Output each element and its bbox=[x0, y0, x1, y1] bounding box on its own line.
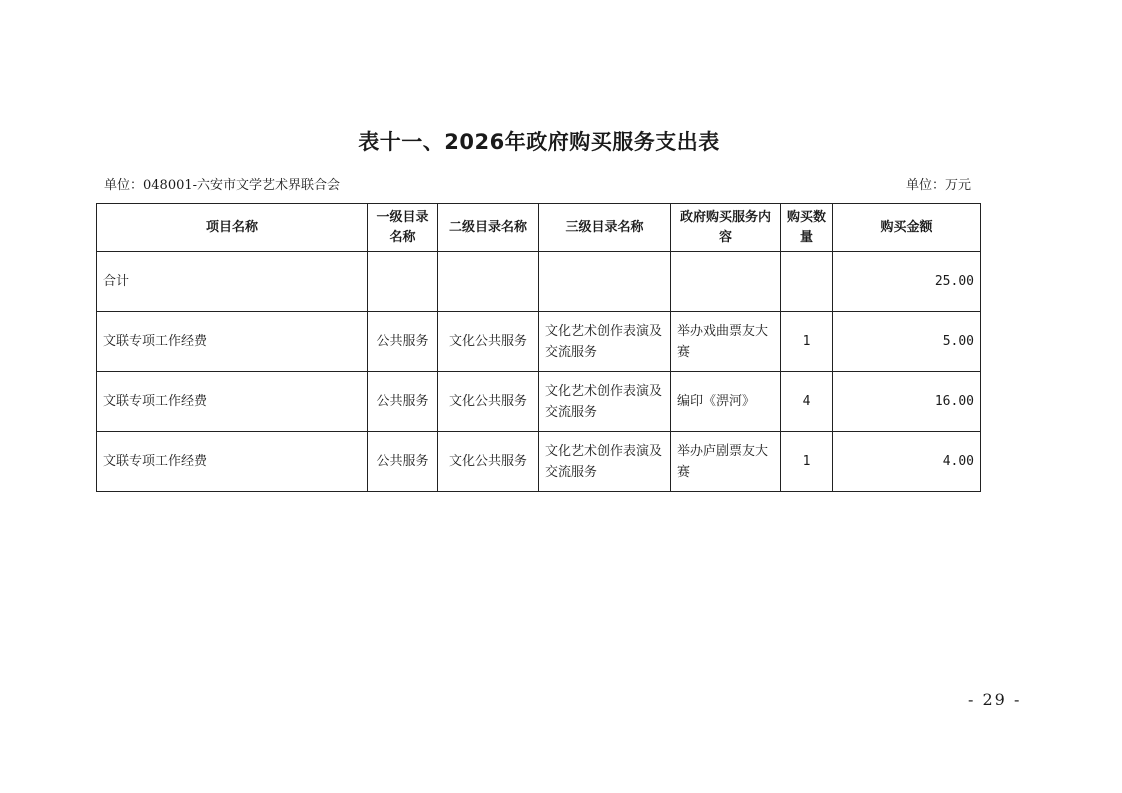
table-row bbox=[97, 432, 981, 492]
header-level1-name: 一级目录名称 bbox=[368, 204, 438, 252]
table-cell bbox=[781, 252, 833, 312]
cell-project: 文联专项工作经费 bbox=[97, 432, 368, 492]
cell-amount: 4.00 bbox=[833, 432, 981, 492]
cell-amount: 16.00 bbox=[833, 372, 981, 432]
cell-quantity: 4 bbox=[781, 372, 833, 432]
table-cell bbox=[539, 252, 671, 312]
cell-level2: 文化公共服务 bbox=[438, 432, 539, 492]
page-title: 表十一、2026年政府购买服务支出表 bbox=[358, 130, 720, 154]
header-project-name: 项目名称 bbox=[97, 204, 368, 252]
cell-content: 举办庐剧票友大赛 bbox=[671, 432, 781, 492]
table-header-row bbox=[97, 204, 981, 252]
cell-quantity: 1 bbox=[781, 432, 833, 492]
header-level2-name: 二级目录名称 bbox=[438, 204, 539, 252]
cell-level1: 公共服务 bbox=[368, 372, 438, 432]
unit-currency: 单位：万元 bbox=[905, 178, 971, 193]
header-level3-name: 三级目录名称 bbox=[539, 204, 671, 252]
cell-content: 编印《淠河》 bbox=[671, 372, 781, 432]
table-cell bbox=[368, 252, 438, 312]
header-quantity: 购买数量 bbox=[781, 204, 833, 252]
unit-organization: 单位：048001-六安市文学艺术界联合会 bbox=[104, 178, 341, 193]
header-amount: 购买金额 bbox=[833, 204, 981, 252]
total-label: 合计 bbox=[97, 252, 368, 312]
cell-level3: 文化艺术创作表演及交流服务 bbox=[539, 372, 671, 432]
purchase-services-table bbox=[96, 203, 981, 492]
table-row-total bbox=[97, 252, 981, 312]
cell-content: 举办戏曲票友大赛 bbox=[671, 312, 781, 372]
cell-level2: 文化公共服务 bbox=[438, 372, 539, 432]
cell-amount: 5.00 bbox=[833, 312, 981, 372]
table-cell bbox=[671, 252, 781, 312]
cell-level1: 公共服务 bbox=[368, 432, 438, 492]
table-row bbox=[97, 372, 981, 432]
page-number: - 29 - bbox=[968, 690, 1022, 709]
header-service-content: 政府购买服务内容 bbox=[671, 204, 781, 252]
table-cell bbox=[438, 252, 539, 312]
cell-project: 文联专项工作经费 bbox=[97, 372, 368, 432]
cell-level3: 文化艺术创作表演及交流服务 bbox=[539, 432, 671, 492]
cell-project: 文联专项工作经费 bbox=[97, 312, 368, 372]
cell-level2: 文化公共服务 bbox=[438, 312, 539, 372]
table-row bbox=[97, 312, 981, 372]
cell-level1: 公共服务 bbox=[368, 312, 438, 372]
total-amount: 25.00 bbox=[833, 252, 981, 312]
cell-quantity: 1 bbox=[781, 312, 833, 372]
cell-level3: 文化艺术创作表演及交流服务 bbox=[539, 312, 671, 372]
